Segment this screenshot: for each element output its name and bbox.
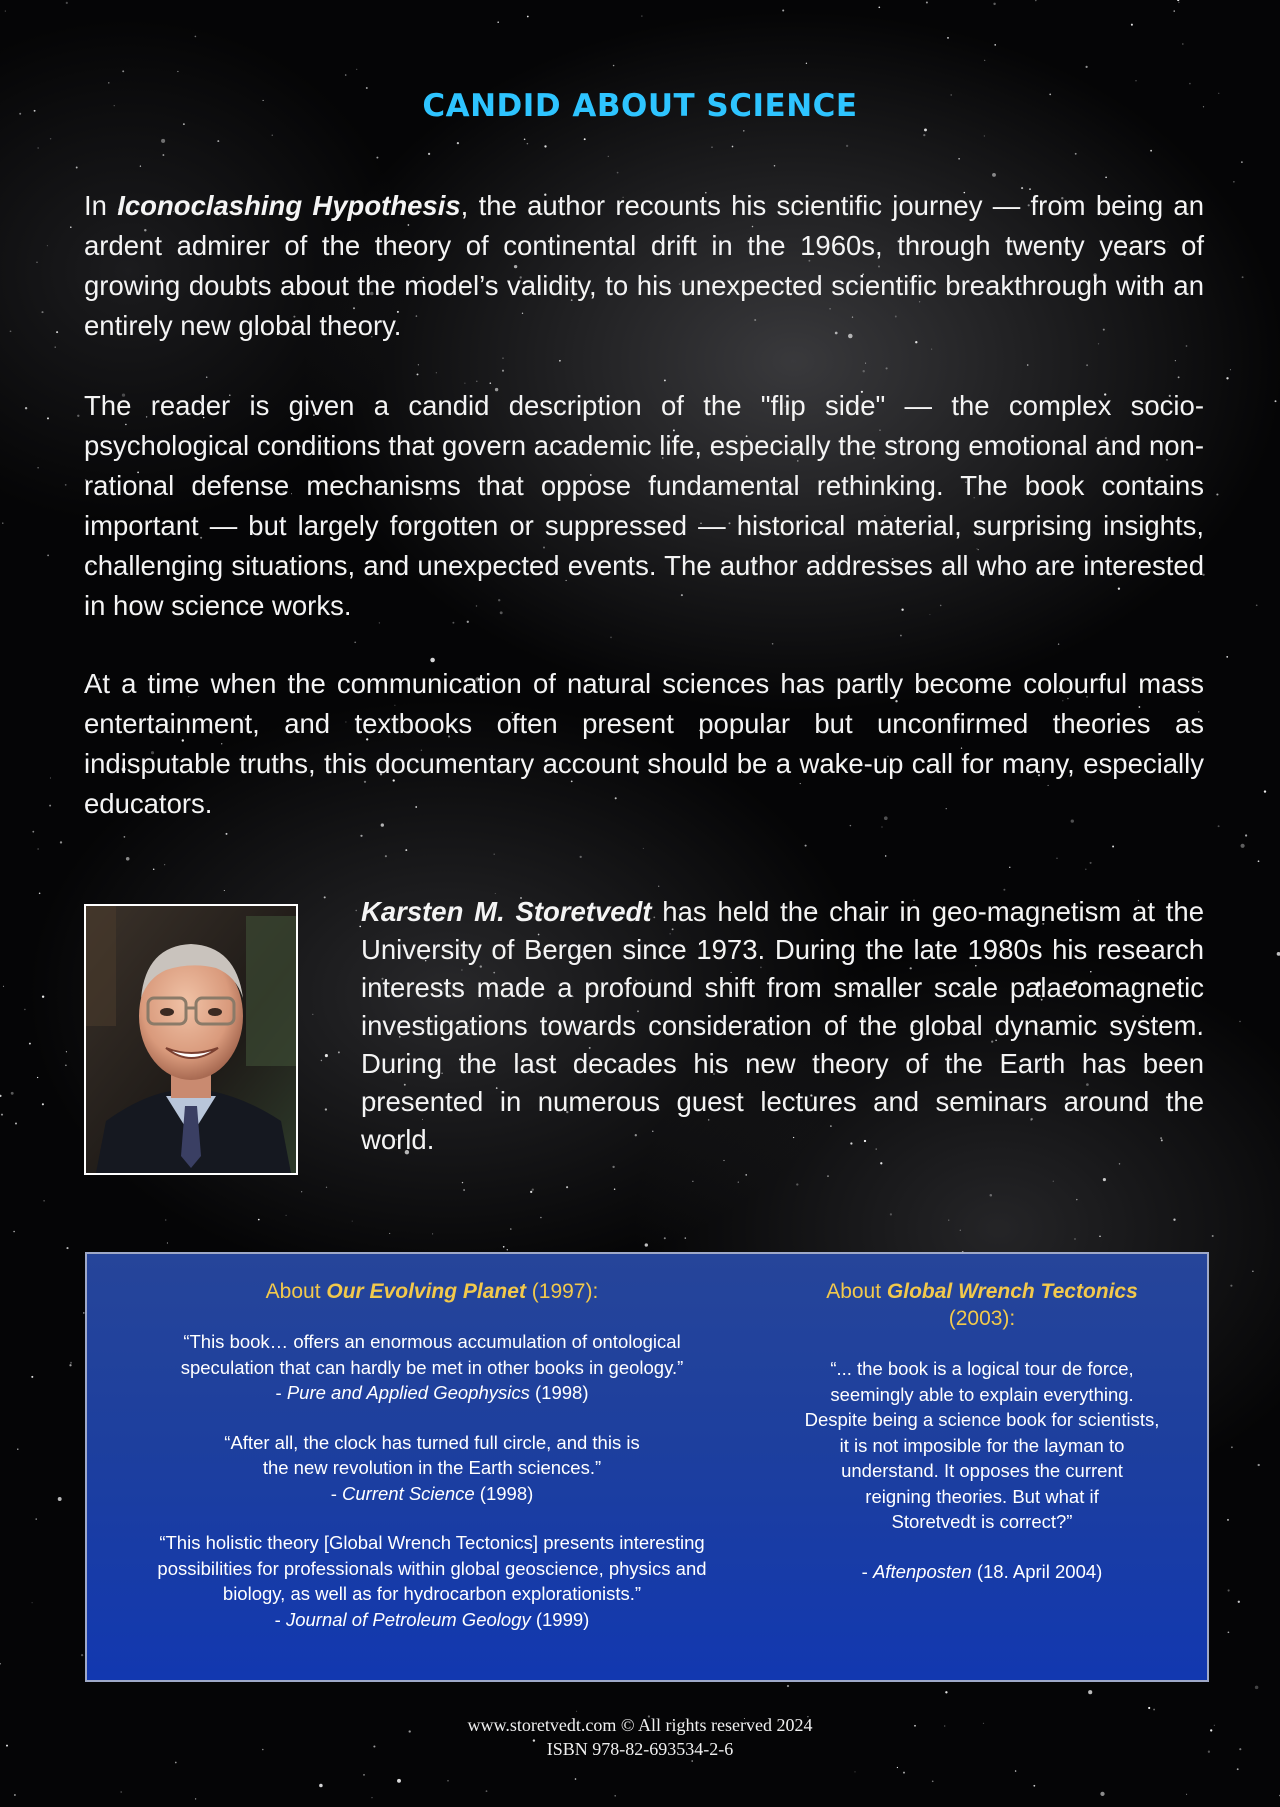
book-title: Iconoclashing Hypothesis [117,190,461,221]
review-quote: “... the book is a logical tour de force, seemingly able to explain everything. Despite being a science book for scientists, it is not imposible for the layman to understand. It opposes the current reigning theories. But what if Storetvedt is correct?” [804,1358,1160,1532]
review-quote: “After all, the clock has turned full circle, and this is the new revolution in the Earth sciences.” - Current Science (1998) [107,1430,757,1507]
intro-paragraph-2: The reader is given a candid description of the "flip side" — the complex socio-psychological conditions that govern academic life, especially the strong emotional and non-rational defense mechanisms that oppose fundamental rethinking. The book contains important — but largely forgotten or suppressed — historical material, surprising insights, challenging situations, and unexpected events. The author addresses all who are interested in how science works. [84,390,1204,621]
intro-paragraph-3: At a time when the communication of natural sciences has partly become colourful mass entertainment, and textbooks often present popular but unconfirmed theories as indisputable truths, this documentary account should be a wake-up call for many, especially educators. [84,668,1204,819]
review-source: - Pure and Applied Geophysics (1998) [275,1382,589,1403]
reviews-our-evolving-planet [107,1278,757,1632]
reviews-global-wrench-tectonics [777,1278,1187,1584]
review-quote: “This book… offers an enormous accumulation of ontological speculation that can hardly be met in other books in geology.” - Pure and Applied Geophysics (1998) [107,1329,757,1406]
review-source: - Aftenposten (18. April 2004) [861,1560,1103,1582]
review-heading: About Our Evolving Planet (1997): [265,1280,599,1303]
author-name: Karsten M. Storetvedt [361,896,652,927]
review-quote: “This holistic theory [Global Wrench Tectonics] presents interesting possibilities for professionals within global geoscience, physics and biology, as well as for hydrocarbon explorationists.” - Journal of Petroleum Geology (1999) [107,1530,757,1632]
review-heading: About Global Wrench Tectonics (2003): [826,1280,1138,1330]
review-source: - Journal of Petroleum Geology (1999) [274,1608,590,1630]
intro-paragraph-1: In Iconoclashing Hypothesis, the author recounts his scientific journey — from being an ardent admirer of the theory of continental drift in the 1960s, through twenty years of growing doubts about the model’s validity, to his unexpected scientific breakthrough with an entirely new global theory. [84,190,1204,341]
review-source: - Current Science (1998) [330,1482,534,1504]
reviews-panel [85,1252,1209,1682]
author-bio: Karsten M. Storetvedt has held the chair in geo-magnetism at the University of Bergen since 1973. During the late 1980s his research interests made a profound shift from smaller scale palaeomagnetic investigations towards consideration of the global dynamic system. During the last decades his new theory of the Earth has been presented in numerous guest lectures and seminars around the world. [361,896,1204,1155]
footer [0,1713,1280,1761]
page-title: CANDID ABOUT SCIENCE [422,88,858,124]
copyright-line: www.storetvedt.com © All rights reserved 2024 [467,1715,813,1735]
author-photo [84,904,298,1175]
isbn-line: ISBN 978-82-693534-2-6 [546,1739,734,1759]
